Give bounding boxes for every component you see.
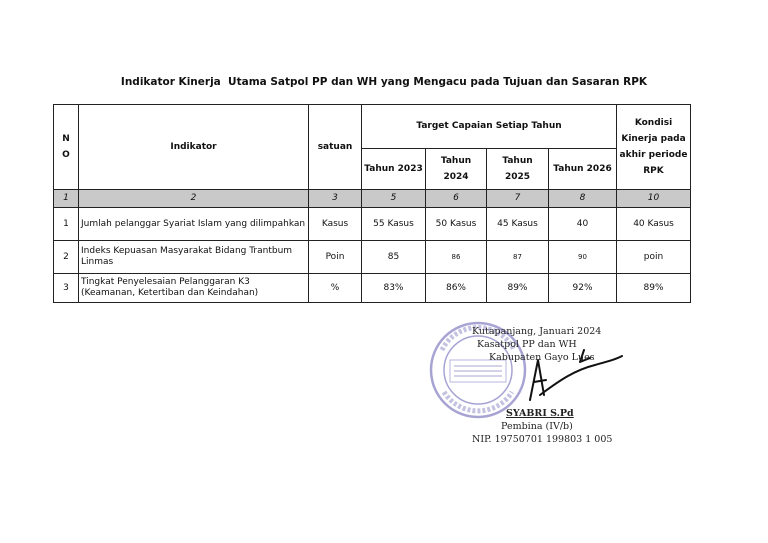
row-target-2025: 89% xyxy=(487,274,549,303)
header-satuan: satuan xyxy=(309,105,362,190)
column-number: 5 xyxy=(362,190,426,208)
header-target: Target Capaian Setiap Tahun xyxy=(362,105,617,149)
document-title: Indikator Kinerja Utama Satpol PP dan WH yang Mengacu pada Tujuan dan Sasaran RPK xyxy=(120,76,648,88)
column-number: 7 xyxy=(487,190,549,208)
row-target-2024: 86% xyxy=(426,274,487,303)
header-indikator: Indikator xyxy=(79,105,309,190)
header-no-label: N O xyxy=(62,134,70,160)
column-number: 1 xyxy=(54,190,79,208)
header-no xyxy=(54,105,79,190)
header-year-2024: Tahun 2024 xyxy=(426,148,487,190)
header-year-2026: Tahun 2026 xyxy=(549,148,617,190)
row-target-2025: 87 xyxy=(487,241,549,274)
row-kondisi: poin xyxy=(617,241,691,274)
signature-position: Kasatpol PP dan WH xyxy=(477,339,577,350)
row-target-2026: 90 xyxy=(549,241,617,274)
table-row xyxy=(54,208,691,241)
signature-region: Kabupaten Gayo Lues xyxy=(489,352,595,363)
header-year-2023: Tahun 2023 xyxy=(362,148,426,190)
row-indikator: Jumlah pelanggar Syariat Islam yang dilimpahkan xyxy=(79,208,309,241)
row-target-2025: 45 Kasus xyxy=(487,208,549,241)
row-target-2026: 92% xyxy=(549,274,617,303)
table-row xyxy=(54,241,691,274)
row-no: 2 xyxy=(54,241,79,274)
row-kondisi: 89% xyxy=(617,274,691,303)
row-target-2026: 40 xyxy=(549,208,617,241)
signature-place-date: Kutapanjang, Januari 2024 xyxy=(472,326,602,337)
row-target-2024: 50 Kasus xyxy=(426,208,487,241)
signature-name: SYABRI S.Pd xyxy=(506,408,574,419)
row-target-2023: 85 xyxy=(362,241,426,274)
column-number: 3 xyxy=(309,190,362,208)
row-satuan: Kasus xyxy=(309,208,362,241)
header-row-1 xyxy=(54,105,691,149)
header-kondisi: Kondisi Kinerja pada akhir periode RPK xyxy=(617,105,691,190)
row-satuan: % xyxy=(309,274,362,303)
column-number: 8 xyxy=(549,190,617,208)
column-number-row xyxy=(54,190,691,208)
header-year-2025: Tahun 2025 xyxy=(487,148,549,190)
signature-nip: NIP. 19750701 199803 1 005 xyxy=(472,434,613,445)
handwritten-signature xyxy=(500,340,630,410)
row-target-2024: 86 xyxy=(426,241,487,274)
column-number: 6 xyxy=(426,190,487,208)
table-row xyxy=(54,274,691,303)
row-no: 3 xyxy=(54,274,79,303)
row-indikator: Indeks Kepuasan Masyarakat Bidang Trantbum Linmas xyxy=(79,241,309,274)
row-kondisi: 40 Kasus xyxy=(617,208,691,241)
row-target-2023: 55 Kasus xyxy=(362,208,426,241)
row-satuan: Poin xyxy=(309,241,362,274)
column-number: 10 xyxy=(617,190,691,208)
row-target-2023: 83% xyxy=(362,274,426,303)
column-number: 2 xyxy=(79,190,309,208)
signature-rank: Pembina (IV/b) xyxy=(501,421,573,432)
row-no: 1 xyxy=(54,208,79,241)
row-indikator: Tingkat Penyelesaian Pelanggaran K3 (Keamanan, Ketertiban dan Keindahan) xyxy=(79,274,309,303)
kpi-table xyxy=(53,104,691,303)
